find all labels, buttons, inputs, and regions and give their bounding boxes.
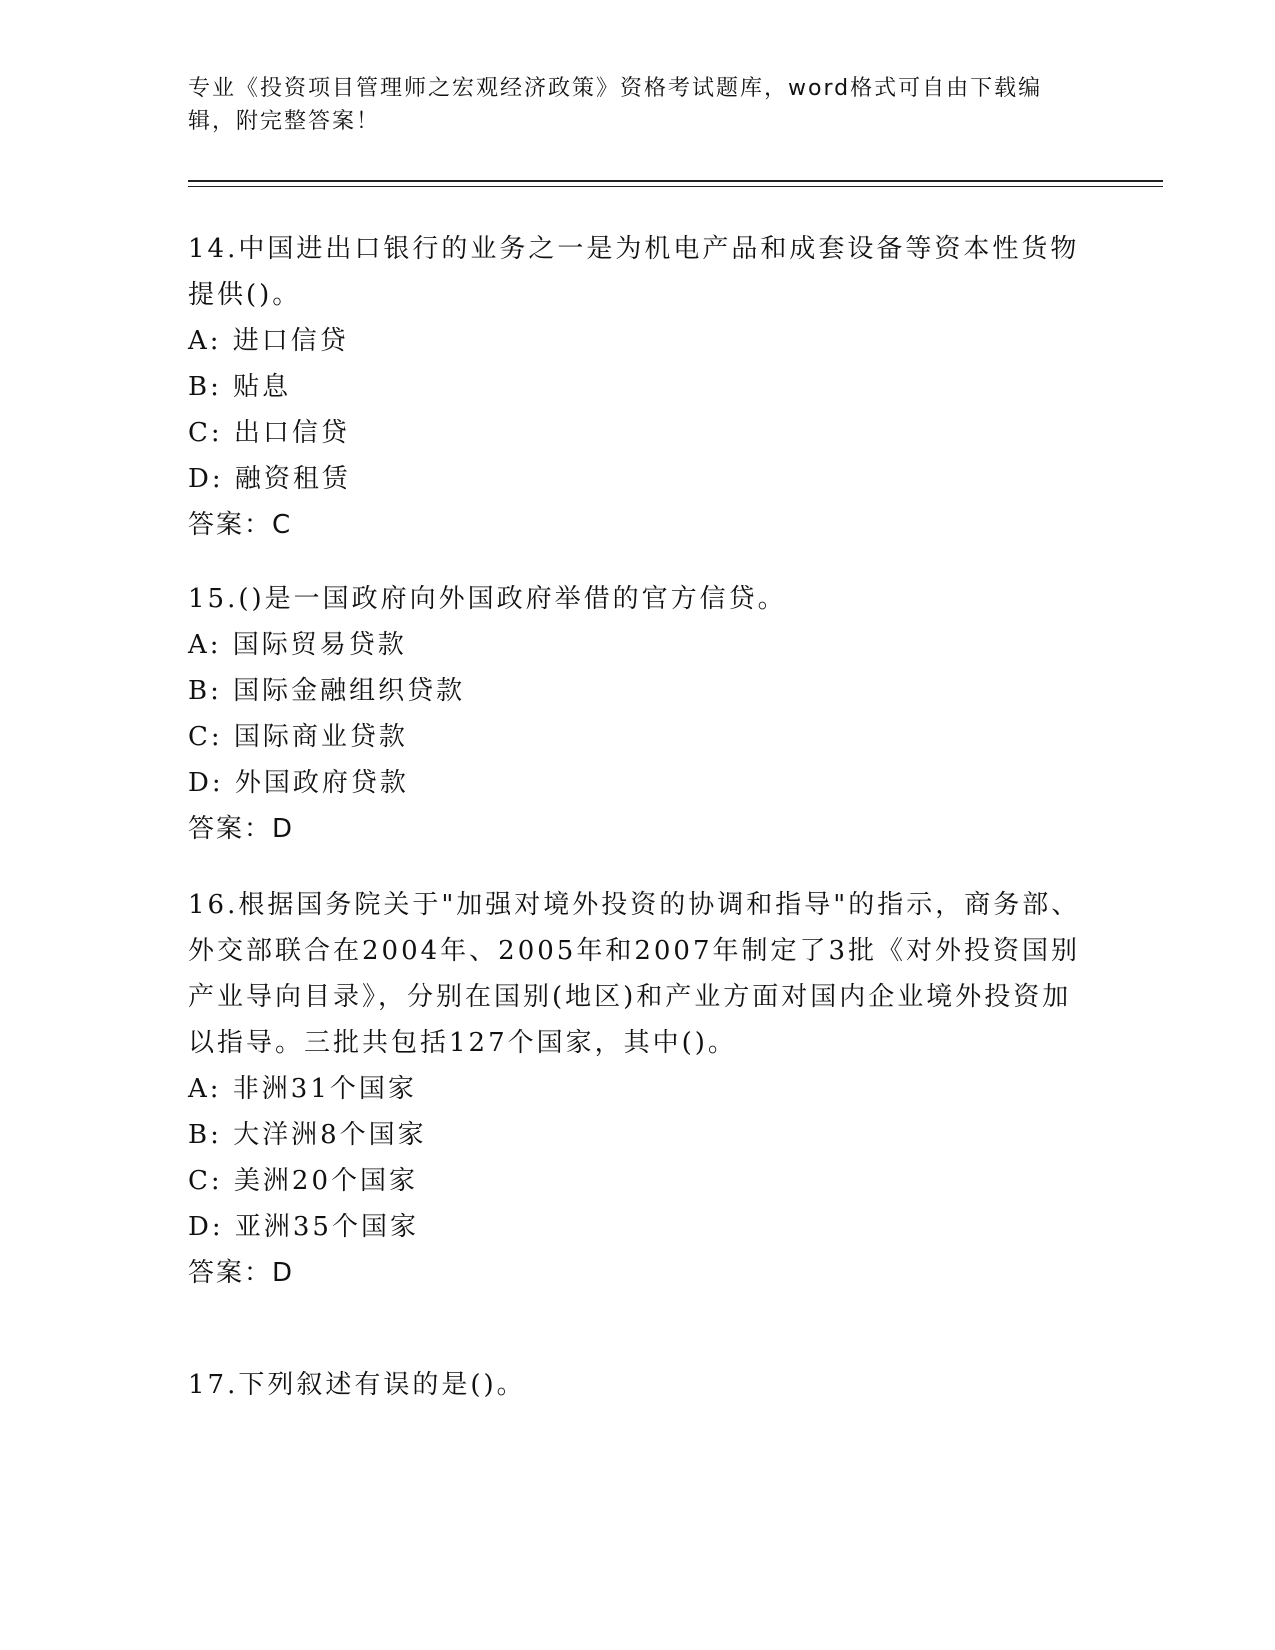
answer: 答案：D: [188, 814, 295, 844]
question-14: [188, 226, 1088, 548]
option-b: B: 大洋洲8个国家: [188, 1120, 427, 1150]
option-a: A: 国际贸易贷款: [188, 630, 407, 660]
header-divider-thin: [188, 186, 1163, 187]
option-c: C: 国际商业贷款: [188, 722, 408, 752]
option-b: B: 贴息: [188, 372, 292, 402]
option-d: D: 融资租赁: [188, 464, 351, 494]
option-c: C: 出口信贷: [188, 418, 350, 448]
question-15: [188, 576, 1088, 852]
option-a: A: 进口信贷: [188, 326, 349, 356]
option-b: B: 国际金融组织贷款: [188, 676, 466, 706]
question-16: [188, 882, 1088, 1296]
answer: 答案：C: [188, 510, 293, 540]
option-d: D: 外国政府贷款: [188, 768, 409, 798]
question-stem: 15.()是一国政府向外国政府举借的官方信贷。: [188, 584, 787, 614]
option-c: C: 美洲20个国家: [188, 1166, 419, 1196]
question-stem: 17.下列叙述有误的是()。: [188, 1370, 526, 1400]
question-17: [188, 1362, 1088, 1408]
answer: 答案：D: [188, 1258, 295, 1288]
question-stem: 16.根据国务院关于"加强对境外投资的协调和指导"的指示，商务部、外交部联合在2004年、2005年和2007年制定了3批《对外投资国别产业导向目录》，分别在国别(地区)和产业方面对国内企业境外投资加以指导。三批共包括127个国家，其中()。: [188, 890, 1081, 1058]
header-divider: [188, 180, 1163, 182]
option-a: A: 非洲31个国家: [188, 1074, 417, 1104]
question-stem: 14.中国进出口银行的业务之一是为机电产品和成套设备等资本性货物提供()。: [188, 234, 1080, 310]
option-d: D: 亚洲35个国家: [188, 1212, 419, 1242]
document-header-text: 专业《投资项目管理师之宏观经济政策》资格考试题库，word格式可自由下载编辑，附完整答案！: [188, 76, 1043, 134]
